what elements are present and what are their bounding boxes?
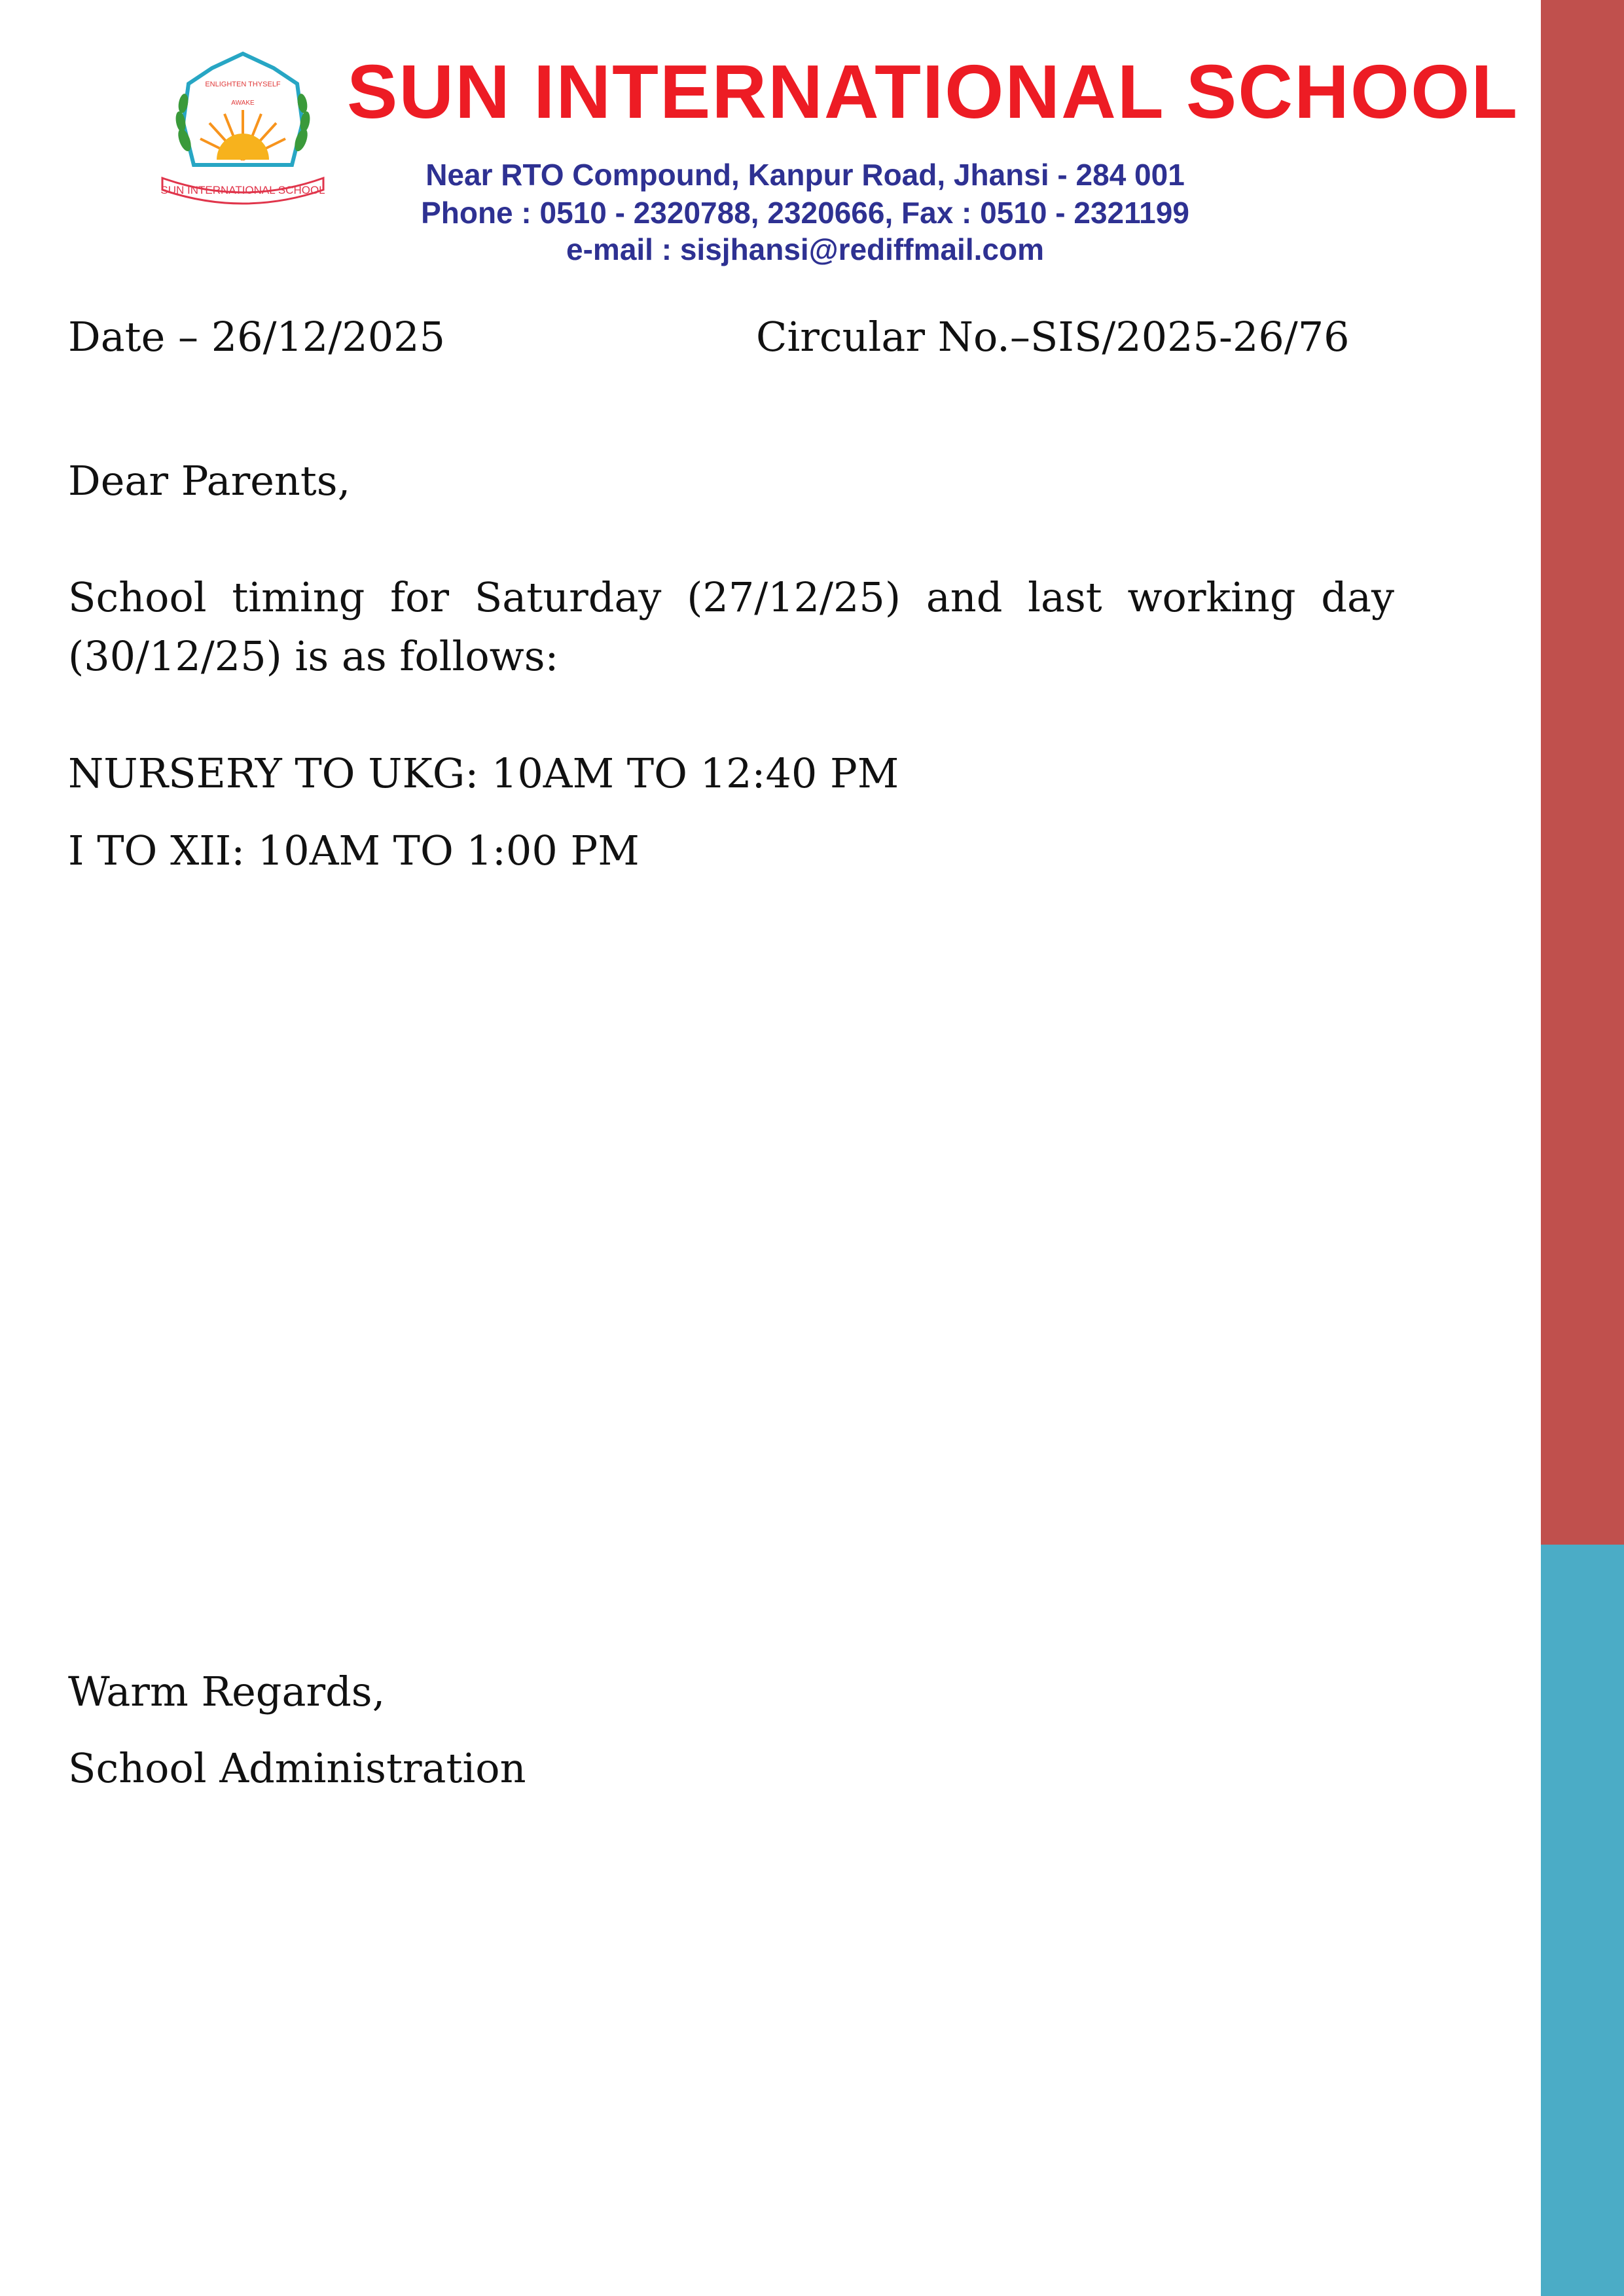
school-crest-sun-logo-icon — [157, 50, 329, 209]
salutation: Dear Parents, — [68, 457, 351, 505]
side-bar-red — [1541, 0, 1624, 1545]
timing-nursery-ukg: NURSERY TO UKG: 10AM TO 12:40 PM — [68, 749, 899, 797]
school-address: Near RTO Compound, Kanpur Road, Jhansi - 284 001 — [425, 158, 1185, 192]
school-phone-fax: Phone : 0510 - 2320788, 2320666, Fax : 0510 - 2321199 — [421, 196, 1189, 230]
circular-date: Date – 26/12/2025 — [68, 313, 446, 361]
logo-banner-text: SUN INTERNATIONAL SCHOOL — [160, 184, 325, 196]
side-bar-blue — [1541, 1545, 1624, 2296]
school-name: SUN INTERNATIONAL SCHOOL — [347, 49, 1519, 134]
circular-number: Circular No.–SIS/2025-26/76 — [756, 313, 1350, 361]
closing: Warm Regards, — [68, 1668, 386, 1715]
logo-motto: ENLIGHTEN THYSELF — [205, 81, 281, 88]
circular-body: School timing for Saturday (27/12/25) and last working day (30/12/25) is as follows: — [68, 573, 1394, 680]
logo-motto-sub: AWAKE — [231, 99, 255, 107]
timing-i-xii: I TO XII: 10AM TO 1:00 PM — [68, 827, 640, 874]
signatory: School Administration — [68, 1744, 526, 1792]
school-email: e-mail : sisjhansi@rediffmail.com — [566, 232, 1044, 266]
